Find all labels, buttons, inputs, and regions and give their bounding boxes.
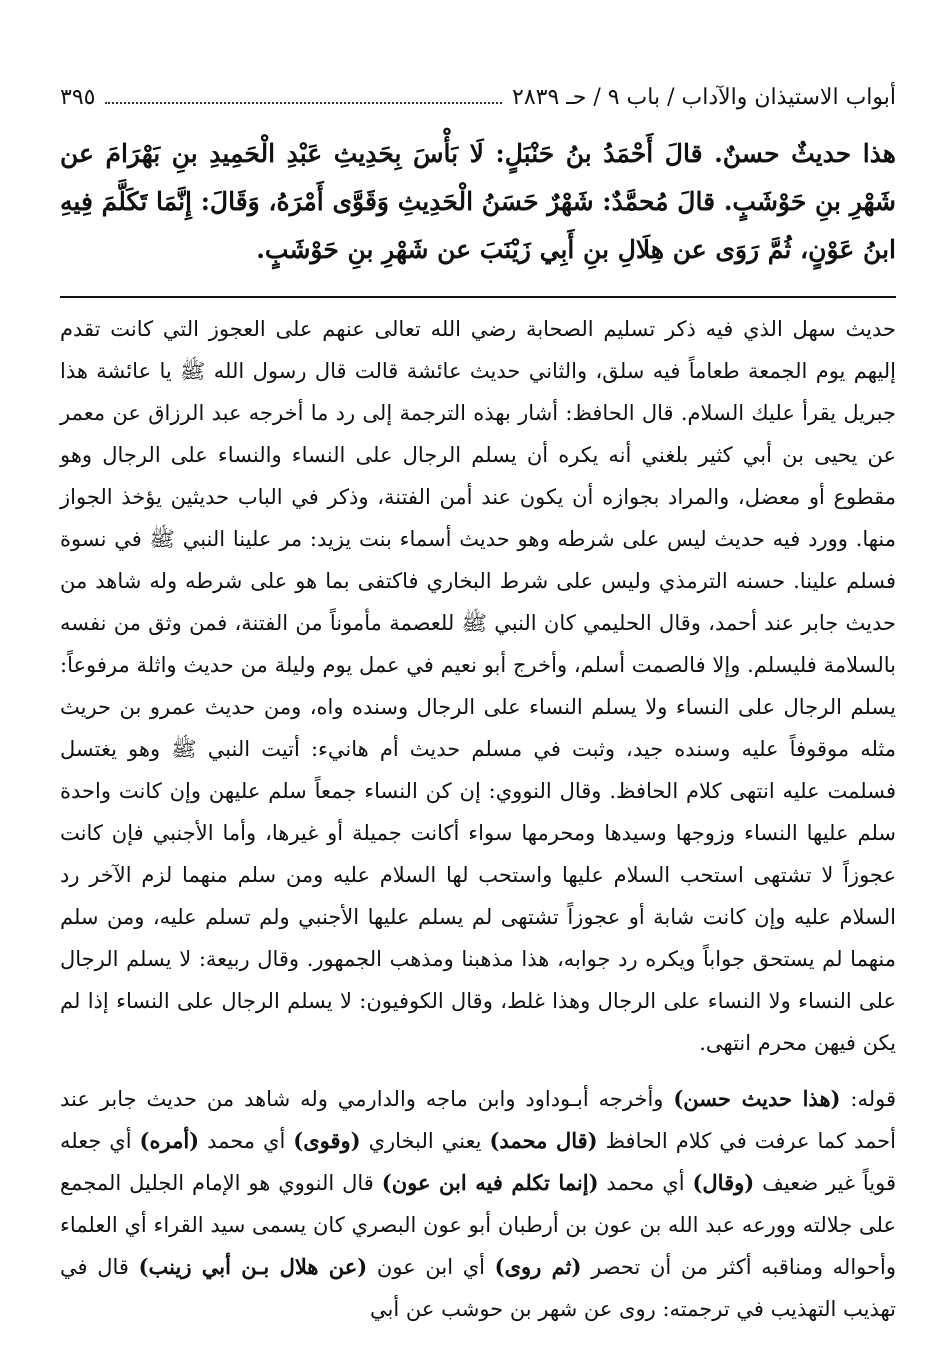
commentary-segment: أي محمد <box>199 1129 294 1153</box>
running-title: أبواب الاستيذان والآداب / باب ٩ / حـ ٢٨٣٩ <box>512 85 896 110</box>
quoted-phrase: (عن هلال بـن أبي زينب) <box>138 1254 368 1279</box>
commentary-segment: وأخرجه أبـوداود وابن ماجه والدارمي وله شاهد من حديث جابر عند أحمد كما عرفت في كلام الحافظ <box>60 1087 897 1153</box>
commentary-segment: قال النووي هو الإمام الجليل المجمع على جلالته وورعه عبد الله بن عون بن أرطبان أبو عون البصري كان يسمى سيد القراء أي العلماء وأحواله ومناقبه أكثر من أن تحصر <box>60 1171 896 1279</box>
commentary-segment: قوله: <box>840 1087 897 1111</box>
commentary-segment: يعني البخاري <box>360 1129 490 1153</box>
quoted-phrase: (وقال) <box>692 1170 755 1195</box>
commentary-segment: قال في تهذيب التهذيب في ترجمته: روى عن شهر بن حوشب عن أبي <box>60 1255 896 1321</box>
quoted-phrase: (قال محمد) <box>489 1128 598 1153</box>
quoted-phrase: (وقوى) <box>293 1128 361 1153</box>
running-header <box>60 78 896 118</box>
tuhfa-commentary <box>60 1078 896 1330</box>
fath-commentary: حديث سهل الذي فيه ذكر تسليم الصحابة رضي الله تعالى عنهم على العجوز التي كانت تقدم إليهم يوم الجمعة طعاماً فيه سلق، والثاني حديث عائشة قالت قال رسول الله ﷺ يا عائشة هذا جبريل يقرأ عليك السلام. قال الحافظ: أشار بهذه الترجمة إلى رد ما أخرجه عبد الرزاق عن معمر عن يحيى بن أبي كثير بلغني أنه يكره أن يسلم الرجال على النساء والنساء على الرجال وهو مقطوع أو معضل، والمراد بجوازه أن يكون عند أمن الفتنة، وذكر في الباب حديثين يؤخذ الجواز منها. وورد فيه حديث ليس على شرطه وهو حديث أسماء بنت يزيد: مر علينا النبي ﷺ في نسوة فسلم علينا. حسنه الترمذي وليس على شرط البخاري فاكتفى بما هو على شرطه وله شاهد من حديث جابر عند أحمد، وقال الحليمي كان النبي ﷺ للعصمة مأموناً من الفتنة، فمن وثق من نفسه بالسلامة فليسلم. وإلا فالصمت أسلم، وأخرج أبو نعيم في عمل يوم وليلة من حديث واثلة مرفوعاً: يسلم الرجال على النساء ولا يسلم النساء على الرجال وسنده واه، ومن حديث عمرو بن حريث مثله موقوفاً عليه وسنده جيد، وثبت في مسلم حديث أم هانيء: أتيت النبي ﷺ وهو يغتسل فسلمت عليه انتهى كلام الحافظ. وقال النووي: إن كن النساء جمعاً سلم عليهن وإن كانت واحدة سلم عليها النساء وزوجها وسيدها ومحرمها سواء أكانت جميلة أو غيرها، وأما الأجنبي فإن كانت عجوزاً لا تشتهى استحب السلام عليها واستحب لها السلام عليه ومن سلم منهما لزم الآخر رد السلام عليه وإن كانت شابة أو عجوزاً تشتهى لم يسلم عليها الأجنبي ولم تسلم عليه، ومن سلم منهما لم يستحق جواباً ويكره رد جوابه، هذا مذهبنا ومذهب الجمهور. وقال ربيعة: لا يسلم الرجال على النساء ولا النساء على الرجال وهذا غلط، وقال الكوفيون: لا يسلم الرجال على النساء إذا لم يكن فيهن محرم انتهى. <box>60 317 896 1055</box>
quoted-phrase: (أمره) <box>139 1128 200 1153</box>
quoted-phrase: (هذا حديث حسن) <box>673 1086 841 1111</box>
book-page <box>60 78 896 1330</box>
quoted-phrase: (ثم روى) <box>494 1254 582 1279</box>
quoted-phrase: (إنما تكلم فيه ابن عون) <box>381 1170 599 1195</box>
commentary-segment: أي جعله قوياً غير ضعيف <box>60 1129 897 1195</box>
page-number: ٣٩٥ <box>60 85 96 110</box>
hadith-text: هذا حديثٌ حسنٌ. قالَ أَحْمَدُ بنُ حَنْبَلٍ: لَا بَأْسَ بِحَدِيثِ عَبْدِ الْحَمِيدِ بنِ بَهْرَامَ عن شَهْرِ بنِ حَوْشَبٍ. قالَ مُحمَّدٌ: شَهْرٌ حَسَنُ الْحَدِيثِ وَقَوَّى أَمْرَهُ، وَقَالَ: إِنَّمَا تَكَلَّمَ فِيهِ ابنُ عَوْنٍ، ثُمَّ رَوَى عن هِلَالِ بنِ أَبِي زَيْنَبَ عن شَهْرِ بنِ حَوْشَبٍ. <box>60 139 896 264</box>
leader-dots <box>105 80 502 104</box>
commentary-segment: أي محمد <box>598 1171 693 1195</box>
commentary-segment: أي ابن عون <box>367 1255 495 1279</box>
separator-rule <box>60 296 896 298</box>
